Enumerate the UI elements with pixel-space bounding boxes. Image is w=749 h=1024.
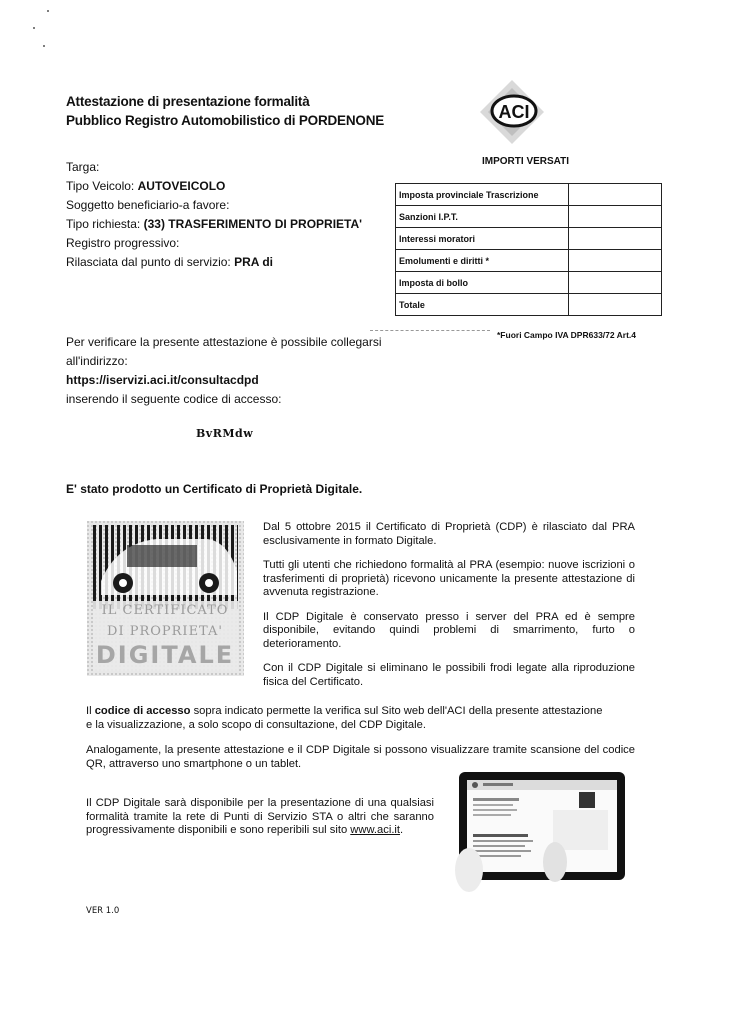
table-row: Emolumenti e diritti *: [396, 250, 662, 272]
access-bold: codice di accesso: [94, 705, 191, 717]
verify-url[interactable]: https://iservizi.aci.it/consultacdpd: [66, 373, 259, 387]
table-row: Imposta di bollo: [396, 272, 662, 294]
cdp-text: [263, 521, 635, 689]
cdp-image-line-2: DI PROPRIETA': [107, 624, 223, 639]
scan-speck: [33, 27, 35, 29]
field-registro: Registro progressivo:: [66, 236, 180, 250]
aci-website-link[interactable]: www.aci.it: [350, 824, 401, 836]
tablet-illustration: [453, 770, 625, 908]
field-soggetto: Soggetto beneficiario-a favore:: [66, 198, 230, 212]
analog-paragraph: Analogamente, la presente attestazione e il CDP Digitale si possono visualizzare tramite scansione del codice QR, attraverso uno smartphone o un tablet.: [86, 744, 635, 770]
table-row: Interessi moratori: [396, 228, 662, 250]
field-targa: Targa:: [66, 160, 100, 174]
scan-speck: [47, 10, 49, 12]
version-label: VER 1.0: [86, 906, 120, 916]
importi-footnote: *Fuori Campo IVA DPR633/72 Art.4: [497, 330, 637, 340]
cdp-paragraph-4: Con il CDP Digitale si eliminano le possibili frodi legate alla riproduzione fisica del Certificato.: [263, 662, 635, 688]
verify-line-1: Per verificare la presente attestazione è possibile collegarsi: [66, 335, 382, 349]
field-tipo-richiesta: Tipo richiesta: (33) TRASFERIMENTO DI PROPRIETA': [66, 217, 363, 231]
cdp-image-line-3: DIGITALE: [95, 641, 235, 669]
cdp-heading: E' stato prodotto un Certificato di Proprietà Digitale.: [66, 482, 363, 496]
cdp-illustration: [87, 521, 244, 676]
verify-block: [66, 333, 382, 409]
table-row: Totale: [396, 294, 662, 316]
table-row: Sanzioni I.P.T.: [396, 206, 662, 228]
table-row: Imposta provinciale Trascrizione: [396, 184, 662, 206]
svg-text:ACI: ACI: [498, 102, 530, 122]
cdp-image-line-1: IL CERTIFICATO: [101, 603, 229, 618]
field-punto-servizio: Rilasciata dal punto di servizio: PRA di: [66, 255, 273, 269]
availability-paragraph: Il CDP Digitale sarà disponibile per la presentazione di una qualsiasi formalità tramite la rete di Punti di Servizio STA o altri che saranno progressivamente disponibili e sono reperibili sul sito www.aci.it.: [86, 797, 434, 836]
field-tipo-veicolo: Tipo Veicolo: AUTOVEICOLO: [66, 179, 226, 193]
scan-speck: [43, 45, 45, 47]
document-title: [66, 92, 384, 130]
vehicle-fields: [66, 158, 362, 272]
importi-heading: IMPORTI VERSATI: [482, 156, 570, 167]
verify-line-2: all'indirizzo:: [66, 354, 128, 368]
importi-table: [395, 183, 662, 316]
divider: [370, 330, 490, 331]
verify-line-3: inserendo il seguente codice di accesso:: [66, 392, 282, 406]
title-line-2: Pubblico Registro Automobilistico di PORDENONE: [66, 113, 385, 128]
access-code: BvRMdw: [196, 427, 254, 440]
cdp-paragraph-3: Il CDP Digitale è conservato presso i server del PRA ed è sempre disponibile, evitando quindi problemi di smarrimento, furto o deterioramento.: [263, 610, 635, 650]
access-paragraph: Il codice di accesso sopra indicato permette la verifica sul Sito web dell'ACI della presente attestazione e la visualizzazione, a solo scopo di consultazione, del CDP Digitale.: [86, 705, 603, 731]
title-line-1: Attestazione di presentazione formalità: [66, 94, 310, 109]
cdp-paragraph-1: Dal 5 ottobre 2015 il Certificato di Proprietà (CDP) è rilasciato dal PRA esclusivamente in formato Digitale.: [263, 521, 635, 547]
cdp-paragraph-2: Tutti gli utenti che richiedono formalità al PRA (esempio: nuove iscrizioni o trasferimenti di proprietà) ricevono unicamente la presente attestazione di avvenuta registrazione.: [263, 559, 635, 598]
aci-logo: [478, 78, 546, 146]
